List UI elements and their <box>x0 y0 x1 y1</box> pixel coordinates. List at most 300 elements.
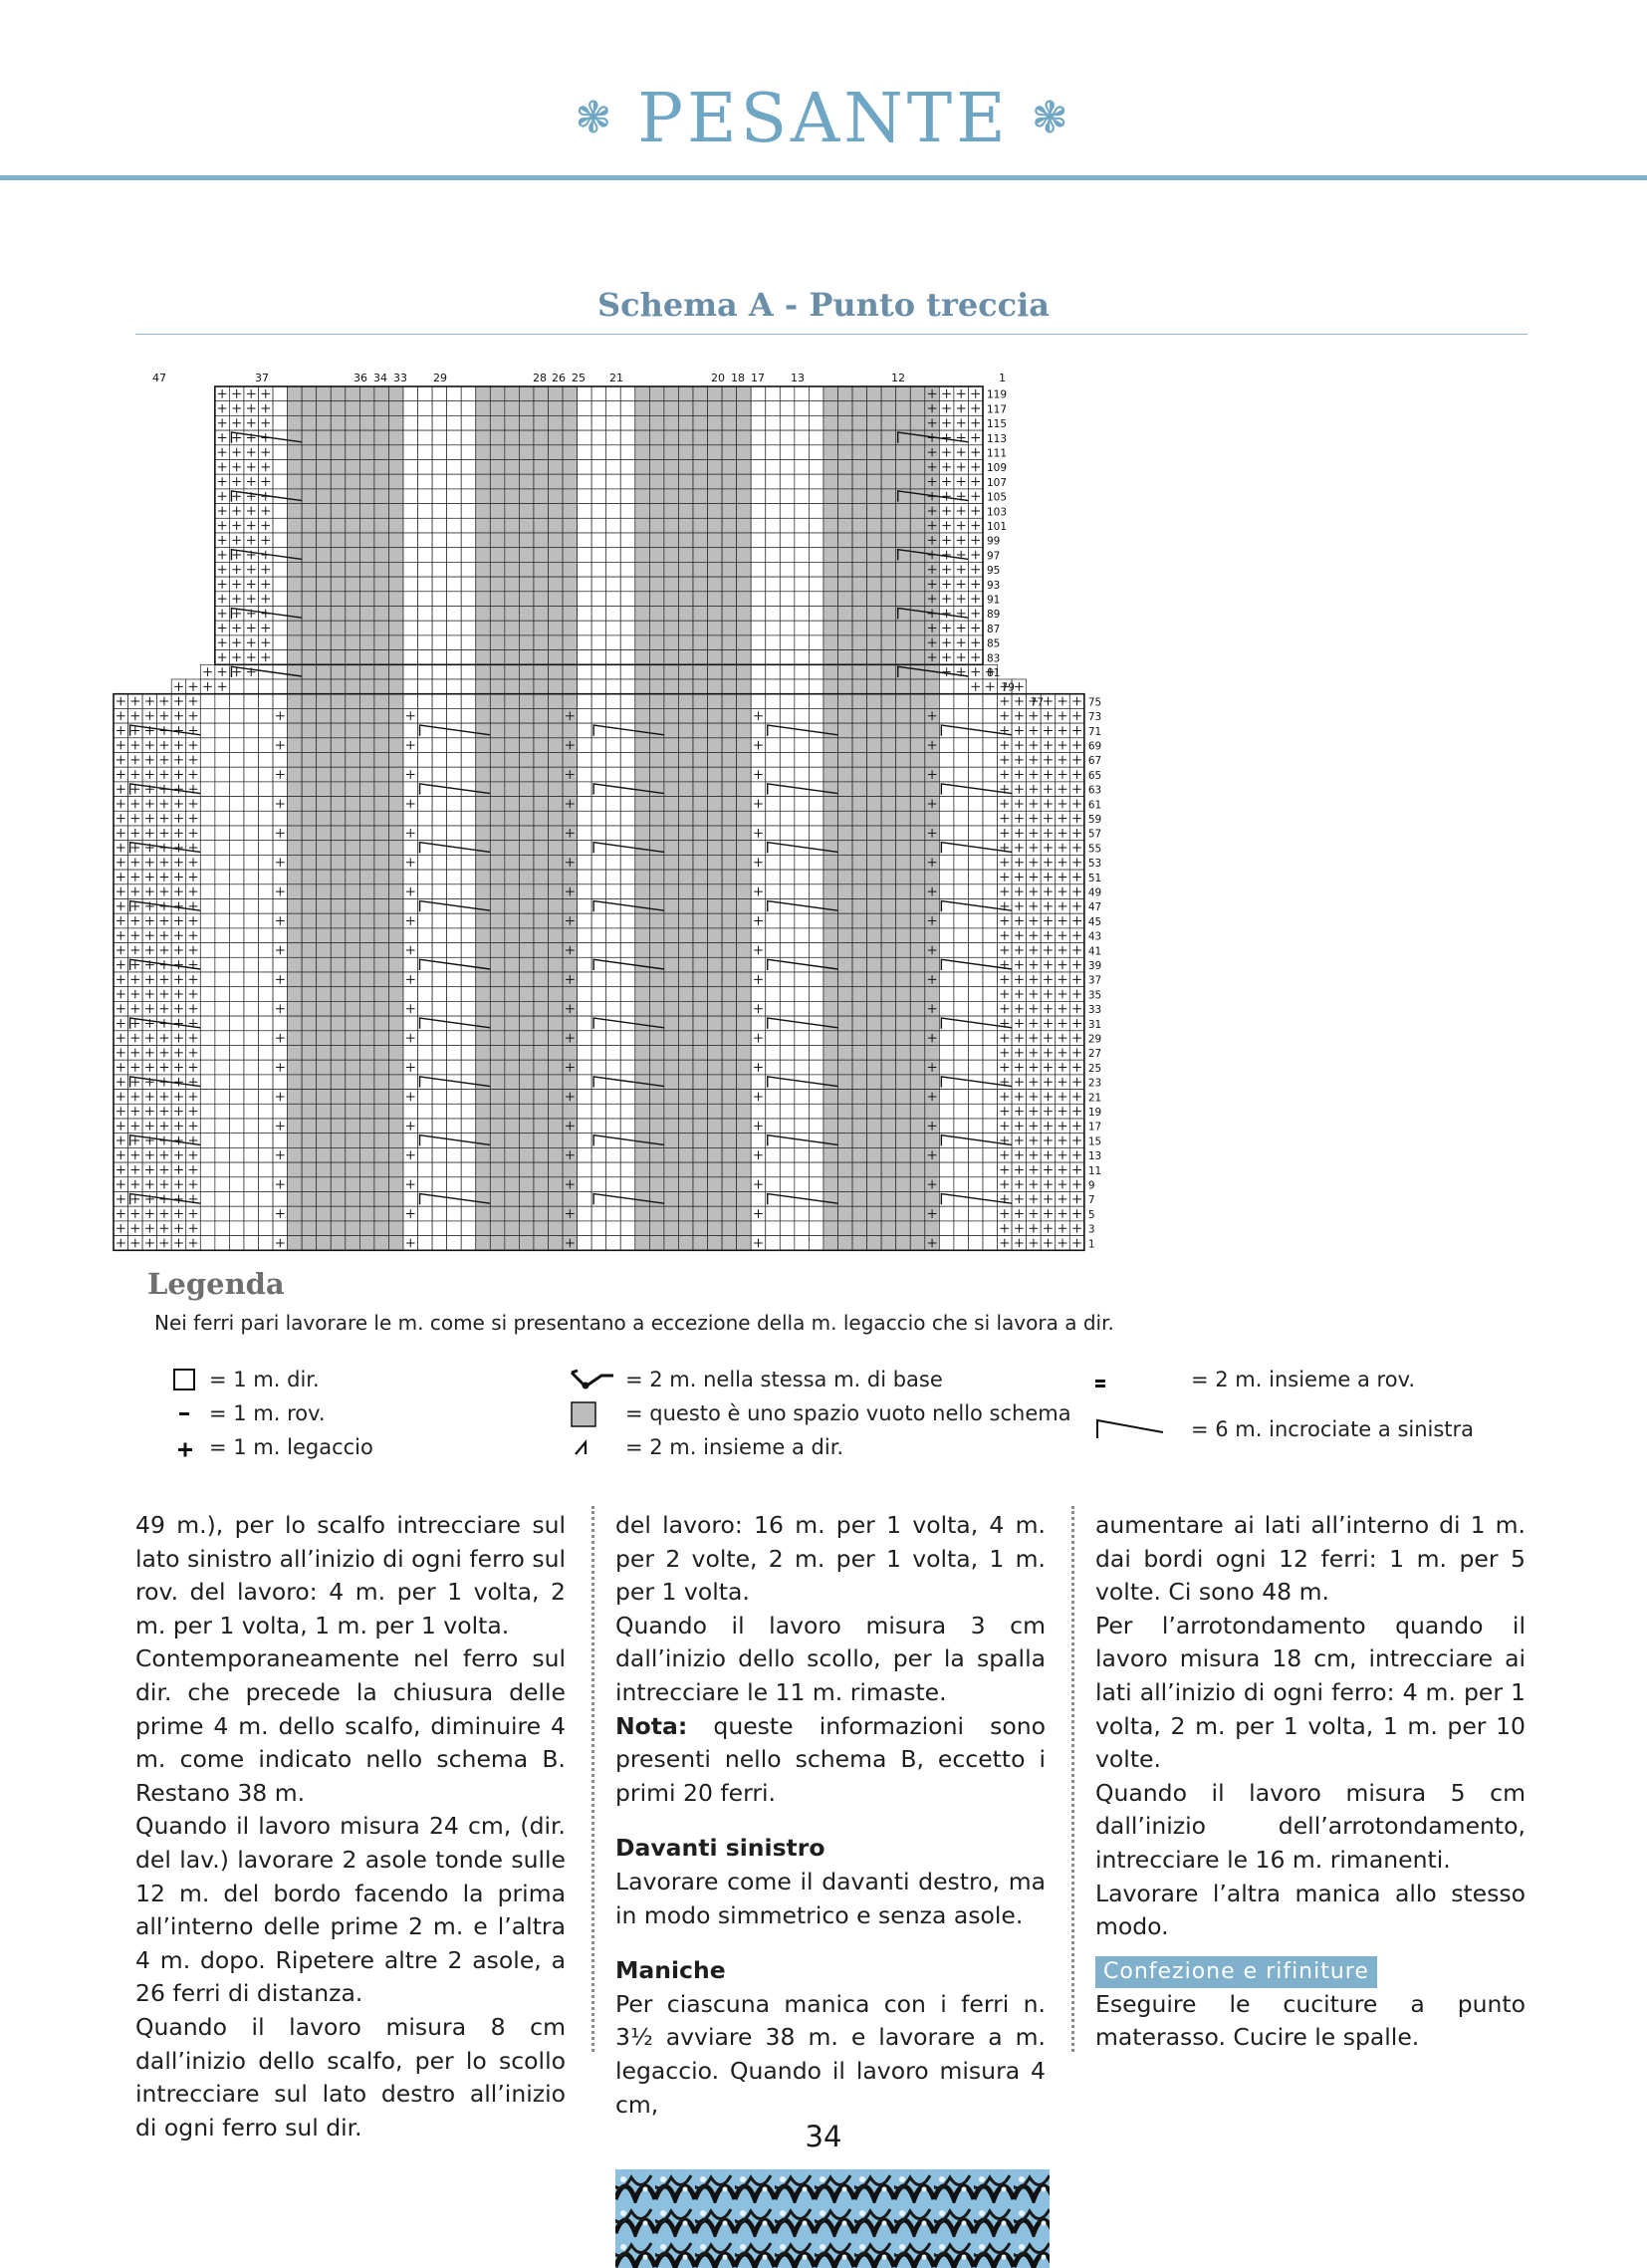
chart-cell <box>388 782 403 797</box>
chart-cell <box>606 782 621 797</box>
chart-cell <box>824 694 838 709</box>
chart-cell <box>461 943 476 958</box>
chart-cell <box>954 1221 969 1236</box>
chart-cell <box>519 694 534 709</box>
chart-cell <box>288 592 303 607</box>
chart-cell <box>852 899 867 914</box>
chart-cell <box>722 1236 737 1251</box>
chart-cell <box>737 562 752 577</box>
chart-cell <box>259 913 274 928</box>
chart-cell <box>809 972 824 987</box>
chart-cell <box>534 562 549 577</box>
chart-cell <box>867 1031 882 1046</box>
chart-cell <box>910 650 925 665</box>
paragraph: 49 m.), per lo scalfo intrecciare sul lato sinistro all’inizio di ogni ferro sul rov. del lavoro: 4 m. per 1 volta, 2 m. per 1 volta, 1 m. per 1 volta. <box>135 1511 566 1639</box>
chart-cell <box>910 1221 925 1236</box>
chart-cell <box>939 913 954 928</box>
chart-cell <box>824 928 838 943</box>
chart-cell <box>591 1031 606 1046</box>
chart-cell <box>331 1031 346 1046</box>
chart-cell <box>722 679 737 694</box>
chart-cell <box>649 401 664 416</box>
chart-cell <box>751 430 766 445</box>
chart-cell <box>722 1001 737 1016</box>
chart-cell <box>578 1206 592 1221</box>
chart-cell <box>331 738 346 753</box>
chart-cell <box>693 753 708 768</box>
chart-cell <box>664 635 679 650</box>
chart-cell <box>766 870 781 884</box>
chart-cell <box>244 1192 259 1207</box>
chart-cell <box>649 708 664 723</box>
chart-cell <box>620 1119 635 1134</box>
chart-cell <box>983 884 998 899</box>
chart-cell <box>490 943 505 958</box>
chart-cell <box>346 884 360 899</box>
chart-cell <box>331 1147 346 1162</box>
chart-cell <box>418 913 433 928</box>
chart-cell <box>751 504 766 519</box>
chart-cell <box>591 811 606 826</box>
chart-cell <box>606 1236 621 1251</box>
chart-cell <box>838 1031 853 1046</box>
chart-cell <box>505 767 520 782</box>
chart-cell <box>664 474 679 489</box>
chart-cell <box>215 855 230 870</box>
chart-cell <box>331 1206 346 1221</box>
chart-cell <box>259 738 274 753</box>
chart-cell <box>302 533 317 548</box>
chart-cell <box>722 738 737 753</box>
chart-cell <box>374 1236 389 1251</box>
chart-cell <box>359 577 374 592</box>
chart-cell <box>968 1001 983 1016</box>
chart-cell <box>795 445 810 460</box>
chart-cell <box>359 1046 374 1061</box>
chart-cell <box>678 957 693 972</box>
chart-cell <box>678 1221 693 1236</box>
chart-cell <box>795 1236 810 1251</box>
chart-cell <box>722 899 737 914</box>
chart-cell <box>737 607 752 622</box>
chart-cell <box>766 1206 781 1221</box>
chart-cell <box>346 753 360 768</box>
chart-cell <box>418 1001 433 1016</box>
chart-cell <box>476 430 491 445</box>
chart-cell <box>867 504 882 519</box>
chart-cell <box>418 489 433 504</box>
chart-cell <box>388 562 403 577</box>
chart-cell <box>867 607 882 622</box>
chart-cell <box>505 518 520 533</box>
chart-cell <box>852 943 867 958</box>
chart-cell <box>824 1177 838 1192</box>
chart-cell <box>519 548 534 563</box>
chart-cell <box>346 445 360 460</box>
chart-cell <box>302 474 317 489</box>
chart-cell <box>649 841 664 856</box>
chart-cell <box>896 621 911 635</box>
chart-cell <box>693 943 708 958</box>
chart-cell <box>737 811 752 826</box>
section-heading: Davanti sinistro <box>615 1834 825 1863</box>
chart-cell <box>620 533 635 548</box>
chart-cell <box>939 928 954 943</box>
chart-cell <box>505 841 520 856</box>
chart-cell <box>678 870 693 884</box>
chart-cell <box>606 1060 621 1075</box>
chart-cell <box>693 987 708 1002</box>
chart-cell <box>881 1075 896 1090</box>
chart-cell <box>317 797 332 812</box>
chart-cell <box>620 386 635 401</box>
chart-cell <box>824 386 838 401</box>
chart-cell <box>549 841 564 856</box>
chart-cell <box>852 797 867 812</box>
chart-cell <box>678 445 693 460</box>
chart-cell <box>896 899 911 914</box>
chart-cell <box>838 533 853 548</box>
chart-cell <box>737 489 752 504</box>
chart-cell <box>288 386 303 401</box>
row-number-label: 89 <box>987 609 1001 622</box>
chart-cell <box>374 1104 389 1119</box>
chart-cell <box>780 1075 795 1090</box>
chart-cell <box>534 1075 549 1090</box>
chart-cell <box>519 592 534 607</box>
chart-cell <box>896 445 911 460</box>
chart-cell <box>620 913 635 928</box>
chart-cell <box>737 899 752 914</box>
chart-cell <box>519 841 534 856</box>
chart-cell <box>780 1177 795 1192</box>
chart-cell <box>534 884 549 899</box>
chart-cell <box>620 664 635 679</box>
chart-cell <box>664 943 679 958</box>
chart-cell <box>549 664 564 679</box>
legend-item <box>1091 1367 1415 1392</box>
chart-cell <box>374 943 389 958</box>
chart-cell <box>737 957 752 972</box>
chart-cell <box>896 504 911 519</box>
chart-cell <box>273 1104 288 1119</box>
chart-cell <box>939 1206 954 1221</box>
chart-cell <box>780 1001 795 1016</box>
chart-cell <box>939 884 954 899</box>
chart-cell <box>403 1221 418 1236</box>
chart-cell <box>549 723 564 738</box>
chart-cell <box>346 1206 360 1221</box>
row-number-label: 35 <box>1087 989 1102 1002</box>
chart-cell <box>578 1236 592 1251</box>
chart-cell <box>838 474 853 489</box>
chart-cell <box>824 1192 838 1207</box>
chart-cell <box>693 577 708 592</box>
chart-cell <box>795 1060 810 1075</box>
chart-cell <box>737 548 752 563</box>
chart-cell <box>708 562 723 577</box>
chart-cell <box>432 1192 447 1207</box>
chart-cell <box>534 460 549 475</box>
chart-cell <box>678 987 693 1002</box>
chart-cell <box>476 723 491 738</box>
chart-cell <box>983 987 998 1002</box>
chart-cell <box>910 577 925 592</box>
chart-cell <box>505 782 520 797</box>
chart-cell <box>852 621 867 635</box>
chart-cell <box>910 1001 925 1016</box>
chart-cell <box>288 460 303 475</box>
chart-cell <box>244 797 259 812</box>
chart-cell <box>346 504 360 519</box>
chart-cell <box>302 841 317 856</box>
chart-cell <box>881 987 896 1002</box>
chart-cell <box>288 1075 303 1090</box>
legend-note: Nei ferri pari lavorare le m. come si presentano a eccezione della m. legaccio che si lavora a dir. <box>154 1311 1114 1335</box>
chart-cell <box>983 708 998 723</box>
chart-cell <box>317 1046 332 1061</box>
chart-cell <box>664 664 679 679</box>
chart-cell <box>678 1162 693 1177</box>
chart-cell <box>461 621 476 635</box>
chart-cell <box>708 621 723 635</box>
p2tog-icon <box>1091 1367 1183 1392</box>
chart-cell <box>215 1104 230 1119</box>
chart-cell <box>432 401 447 416</box>
chart-cell <box>346 1134 360 1148</box>
chart-cell <box>403 1016 418 1031</box>
chart-cell <box>331 928 346 943</box>
chart-cell <box>229 987 244 1002</box>
chart-cell <box>215 1060 230 1075</box>
chart-cell <box>388 928 403 943</box>
chart-cell <box>795 826 810 841</box>
chart-cell <box>824 518 838 533</box>
chart-cell <box>780 782 795 797</box>
chart-cell <box>852 401 867 416</box>
chart-cell <box>359 972 374 987</box>
header-title: PESANTE <box>637 80 1010 158</box>
chart-cell <box>317 870 332 884</box>
chart-cell <box>302 972 317 987</box>
chart-cell <box>983 1119 998 1134</box>
chart-cell <box>273 518 288 533</box>
chart-cell <box>200 1206 215 1221</box>
chart-cell <box>519 562 534 577</box>
paragraph: Quando il lavoro misura 24 cm, (dir. del lav.) lavorare 2 asole tonde sulle 12 m. del bordo facendo la prima all’interno delle prime 2 m. e l’altra 4 m. dopo. Ripetere altre 2 asole, a 26 ferri di distanza. <box>135 1812 566 2008</box>
chart-cell <box>649 767 664 782</box>
chart-cell <box>678 1075 693 1090</box>
chart-cell <box>867 811 882 826</box>
chart-cell <box>693 1192 708 1207</box>
chart-cell <box>432 987 447 1002</box>
chart-cell <box>896 753 911 768</box>
chart-cell <box>505 694 520 709</box>
chart-cell <box>549 621 564 635</box>
chart-cell <box>331 913 346 928</box>
chart-cell <box>939 826 954 841</box>
chart-cell <box>519 855 534 870</box>
chart-cell <box>359 928 374 943</box>
chart-cell <box>708 1031 723 1046</box>
chart-cell <box>852 870 867 884</box>
chart-cell <box>591 1236 606 1251</box>
chart-cell <box>620 1090 635 1105</box>
chart-cell <box>476 489 491 504</box>
chart-cell <box>809 430 824 445</box>
chart-cell <box>302 1221 317 1236</box>
chart-cell <box>302 738 317 753</box>
chart-cell <box>852 1016 867 1031</box>
chart-cell <box>505 1060 520 1075</box>
chart-cell <box>432 1031 447 1046</box>
chart-cell <box>809 679 824 694</box>
chart-cell <box>244 811 259 826</box>
chart-cell <box>635 1162 650 1177</box>
chart-cell <box>317 562 332 577</box>
chart-cell <box>852 592 867 607</box>
chart-cell <box>461 518 476 533</box>
chart-cell <box>824 1060 838 1075</box>
chart-cell <box>549 1090 564 1105</box>
chart-cell <box>824 797 838 812</box>
chart-cell <box>983 1221 998 1236</box>
chart-cell <box>346 460 360 475</box>
chart-cell <box>649 1119 664 1134</box>
chart-cell <box>461 1221 476 1236</box>
chart-cell <box>447 489 462 504</box>
chart-cell <box>519 943 534 958</box>
chart-cell <box>766 987 781 1002</box>
chart-cell <box>795 1119 810 1134</box>
chart-cell <box>896 533 911 548</box>
chart-cell <box>693 1236 708 1251</box>
chart-cell <box>534 577 549 592</box>
chart-cell <box>549 1162 564 1177</box>
chart-cell <box>317 1075 332 1090</box>
chart-cell <box>432 928 447 943</box>
chart-cell <box>737 841 752 856</box>
chart-cell <box>983 972 998 987</box>
row-number-label: 11 <box>1087 1164 1102 1177</box>
chart-cell <box>244 782 259 797</box>
chart-cell <box>374 1206 389 1221</box>
chart-cell <box>852 415 867 430</box>
chart-cell <box>549 738 564 753</box>
chart-cell <box>346 1060 360 1075</box>
chart-cell <box>388 870 403 884</box>
chart-cell <box>519 679 534 694</box>
chart-cell <box>359 826 374 841</box>
chart-cell <box>447 386 462 401</box>
chart-cell <box>896 1134 911 1148</box>
chart-cell <box>693 430 708 445</box>
chart-cell <box>852 767 867 782</box>
chart-cell <box>388 841 403 856</box>
chart-cell <box>838 694 853 709</box>
chart-cell <box>867 782 882 797</box>
chart-cell <box>678 723 693 738</box>
chart-cell <box>795 1221 810 1236</box>
chart-cell <box>461 884 476 899</box>
chart-cell <box>606 679 621 694</box>
chart-cell <box>461 767 476 782</box>
chart-cell <box>302 694 317 709</box>
chart-cell <box>331 1134 346 1148</box>
chart-cell <box>635 430 650 445</box>
chart-cell <box>867 826 882 841</box>
chart-cell <box>461 1162 476 1177</box>
chart-cell <box>649 1046 664 1061</box>
chart-cell <box>490 1104 505 1119</box>
chart-cell <box>461 460 476 475</box>
chart-cell <box>432 1001 447 1016</box>
chart-cell <box>374 679 389 694</box>
chart-cell <box>852 1001 867 1016</box>
chart-cell <box>519 386 534 401</box>
section-tag: Confezione e rifiniture <box>1095 1956 1377 1988</box>
chart-cell <box>954 1177 969 1192</box>
chart-cell <box>273 401 288 416</box>
chart-cell <box>476 1001 491 1016</box>
legend-item <box>171 1367 320 1392</box>
chart-cell <box>751 460 766 475</box>
chart-cell <box>215 943 230 958</box>
chart-cell <box>737 650 752 665</box>
chart-cell <box>259 679 274 694</box>
chart-cell <box>317 1162 332 1177</box>
chart-cell <box>490 1192 505 1207</box>
chart-cell <box>620 621 635 635</box>
chart-cell <box>418 1147 433 1162</box>
chart-cell <box>447 664 462 679</box>
chart-cell <box>432 650 447 665</box>
chart-cell <box>896 811 911 826</box>
chart-cell <box>881 635 896 650</box>
chart-cell <box>578 533 592 548</box>
chart-cell <box>273 386 288 401</box>
chart-cell <box>534 1236 549 1251</box>
chart-cell <box>346 767 360 782</box>
chart-cell <box>678 1134 693 1148</box>
chart-cell <box>881 884 896 899</box>
chart-cell <box>693 621 708 635</box>
chart-cell <box>563 386 578 401</box>
chart-cell <box>635 943 650 958</box>
chart-cell <box>302 1147 317 1162</box>
text-column-2 <box>615 1509 1046 2122</box>
chart-cell <box>418 430 433 445</box>
chart-cell <box>374 870 389 884</box>
chart-cell <box>519 635 534 650</box>
chart-cell <box>578 753 592 768</box>
chart-cell <box>852 1236 867 1251</box>
chart-cell <box>549 884 564 899</box>
chart-cell <box>388 899 403 914</box>
chart-cell <box>751 1134 766 1148</box>
chart-cell <box>403 621 418 635</box>
chart-cell <box>693 899 708 914</box>
chart-cell <box>388 415 403 430</box>
chart-cell <box>838 1147 853 1162</box>
chart-cell <box>200 1192 215 1207</box>
chart-cell <box>244 913 259 928</box>
chart-cell <box>374 723 389 738</box>
chart-cell <box>490 826 505 841</box>
chart-cell <box>809 533 824 548</box>
chart-cell <box>476 548 491 563</box>
chart-cell <box>273 782 288 797</box>
